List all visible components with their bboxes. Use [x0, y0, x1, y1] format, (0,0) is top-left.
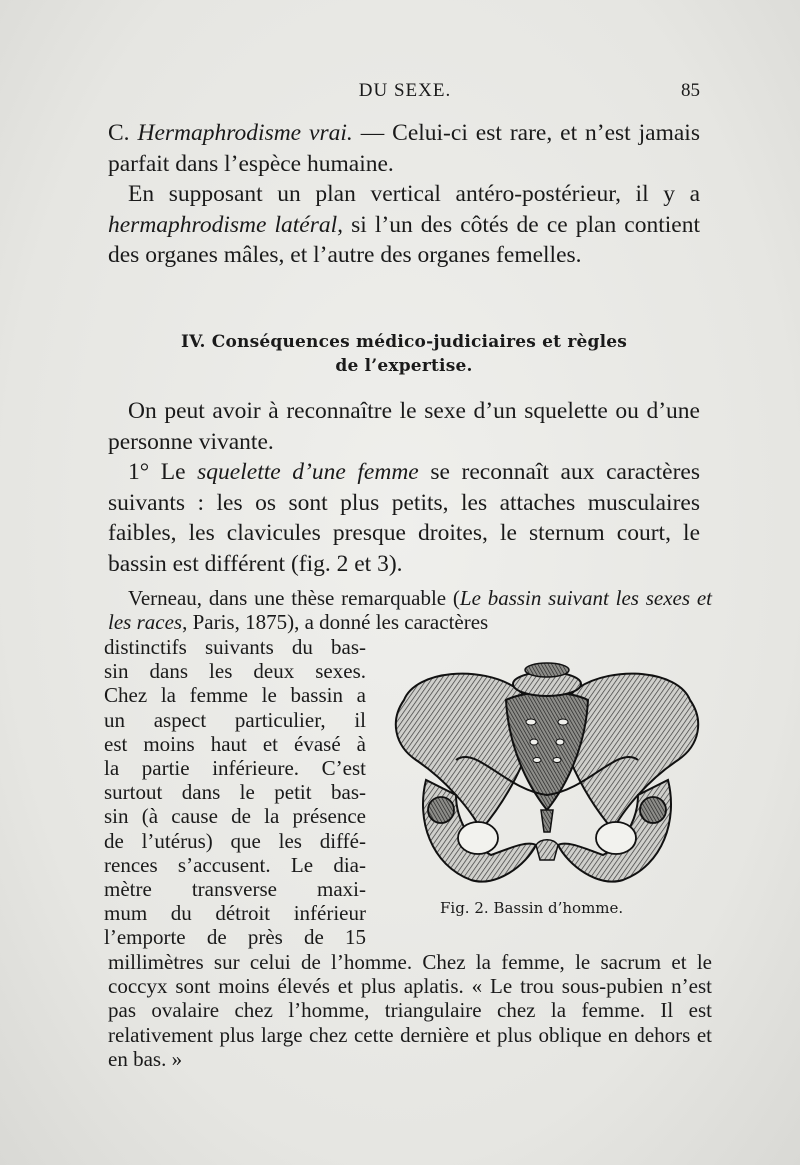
pelvis-icon	[386, 660, 708, 892]
wrap-line: un aspect particulier, il	[104, 707, 366, 732]
paragraph-text-2: si l’un des côtés de ce plan contient des organes mâles, et l’autre des organes femelles.	[108, 211, 700, 268]
paragraph-text: se reconnaît aux caractères suivants : les os sont plus petits, les attaches musculaires faibles, les clavicules presque droites, le sternum court, le bassin est différent (fig. 2 et 3).	[108, 459, 700, 577]
wrap-line: distinctifs suivants du bas-	[104, 635, 366, 659]
wrap-line: surtout dans le petit bas-	[104, 780, 366, 805]
paragraph-title: Hermaphrodisme vrai.	[137, 120, 353, 146]
page-number: 85	[681, 80, 700, 101]
paragraph-text-1: En supposant un plan vertical antéro-postérieur, il y a	[128, 181, 700, 207]
paragraph-squelette-femme	[108, 457, 700, 579]
wrap-line: mum du détroit inférieur	[104, 901, 366, 926]
paragraph-text: — Celui-ci est rare, et n’est jamais parfait dans l’espèce humaine.	[108, 120, 700, 177]
paragraph-squelette: On peut avoir à reconnaître le sexe d’un squelette ou d’une personne vivante.	[108, 398, 700, 455]
wrap-line: rences s’accusent. Le dia-	[104, 852, 366, 877]
wrap-line: est moins haut et évasé à	[104, 731, 366, 756]
wrap-line: la partie inférieure. C’est	[104, 756, 366, 781]
wrap-line: mètre transverse maxi-	[104, 877, 366, 902]
paragraph-hermaphrodisme-lateral	[108, 179, 700, 271]
paragraph-hermaphrodisme-vrai	[108, 118, 700, 179]
paragraph-text-2: , Paris, 1875), a donné les caractères	[182, 610, 489, 635]
wrap-line: de l’utérus) que les diffé-	[104, 828, 366, 853]
paragraph-label: C.	[108, 120, 130, 146]
section-heading-line-2: de l’expertise.	[335, 356, 473, 376]
paragraph-term: hermaphrodisme latéral,	[108, 211, 344, 238]
figure-caption: Fig. 2. Bassin d’homme.	[440, 899, 624, 917]
wrap-line: sin (à cause de la présence	[104, 804, 366, 829]
paragraph-verneau-wrap	[104, 635, 366, 950]
section-heading-line-1: IV. Conséquences médico-judiciaires et règles	[180, 332, 628, 352]
paragraph-verneau-closing: millimètres sur celui de l’homme. Chez la femme, le sacrum et le coccyx sont moins élevés et plus aplatis. « Le trou sous-pubien n’est pas ovalaire chez l’homme, triangulaire chez la femme. Il est relativement plus large chez cette dernière et plus oblique en dehors et en bas. »	[108, 950, 712, 1071]
wrap-line: sin dans les deux sexes.	[104, 659, 366, 684]
paragraph-text-1: Verneau, dans une thèse remarquable (	[128, 586, 460, 610]
pelvis-illustration	[386, 660, 708, 892]
paragraph-term: squelette d’une femme	[197, 459, 419, 485]
section-heading-iv	[108, 330, 700, 378]
paragraph-verneau-intro	[108, 586, 712, 634]
wrap-line: l’emporte de près de 15	[104, 925, 366, 950]
running-head: DU SEXE.	[358, 80, 452, 101]
paragraph-prefix: 1° Le	[128, 459, 198, 485]
paragraph-book-title: Le bassin suivant les sexes et les races	[108, 586, 712, 635]
page-header	[110, 78, 700, 108]
wrap-line: Chez la femme le bassin a	[104, 683, 366, 708]
